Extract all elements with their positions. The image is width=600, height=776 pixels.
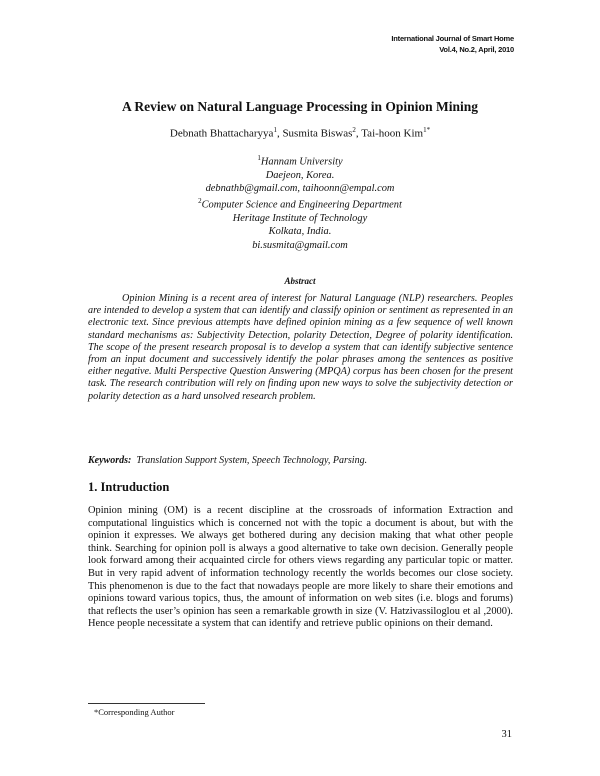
- author-affiliation-mark: 2: [352, 126, 356, 134]
- paper-title: A Review on Natural Language Processing in Opinion Mining: [121, 99, 479, 114]
- affiliation-1: [0, 152, 600, 196]
- affiliation-email: debnathb@gmail.com, taihoonn@empal.com: [205, 183, 395, 195]
- affiliation-email: bi.susmita@gmail.com: [252, 239, 348, 251]
- page-number: 31: [501, 729, 512, 740]
- affiliation-department: Computer Science and Engineering Department: [201, 199, 402, 211]
- journal-header: [391, 33, 514, 55]
- author-name: Tai-hoon Kim: [361, 127, 424, 140]
- abstract-heading: Abstract: [284, 276, 316, 286]
- author-affiliation-mark: 1: [273, 126, 277, 134]
- keywords-list: Translation Support System, Speech Technology, Parsing.: [136, 455, 368, 466]
- footnote: *Corresponding Author: [94, 707, 175, 717]
- section-heading: 1. Intruduction: [88, 480, 170, 494]
- author-list: Debnath Bhattacharyya$^1$, Susmita Biswas$^2$, Tai-hoon Kim$^{1*}$: [169, 126, 431, 140]
- author-name: Susmita Biswas: [282, 127, 353, 140]
- affiliation-city: Daejeon, Korea.: [265, 169, 335, 181]
- footnote-rule: [88, 703, 205, 704]
- affiliation-city: Kolkata, India.: [268, 226, 332, 238]
- section-body: Opinion mining (OM) is a recent discipline at the crossroads of information Extraction and computational linguistics which is concerned not with the topic a document is about, but with the opinion it expresses. We always get bothered during any decision making that what other people think. Searching for opinion poll is always a good alternative to take own decision. Generally people look forward among their acquainted circle for others views regarding any particular topic or matter. But in very rapid advent of information technology recently the worlds becomes our close society. This phenomenon is due to the fact that nowadays people are more likely to share their emotions and opinions toward various topics, thus, the amount of information on web sites (i.e. blogs and forums) that reflects the user’s opinion has seen a remarkable growth in size (V. Hatzivassiloglou et al ,2000). Hence people necessitate a system that can identify and retrieve public opinions on their demand.: [88, 505, 513, 630]
- journal-volume: Vol.4, No.2, April, 2010: [439, 45, 514, 54]
- affiliation-mark: 2: [198, 197, 202, 205]
- journal-name: International Journal of Smart Home: [391, 34, 514, 43]
- keywords-label: Keywords:: [88, 455, 132, 466]
- affiliation-institute: Heritage Institute of Technology: [232, 212, 368, 224]
- author-affiliation-mark: 1*: [423, 126, 431, 134]
- affiliation-2: [0, 195, 600, 252]
- keywords: [88, 455, 513, 466]
- author-name: Debnath Bhattacharyya: [169, 127, 274, 140]
- affiliation-mark: 1: [257, 154, 261, 162]
- affiliation-name: Hannam University: [260, 156, 343, 168]
- abstract-text: Opinion Mining is a recent area of interest for Natural Language (NLP) researchers. Peoples are intended to develop a system that can identify and classify opinion or sentiment as represented in an electronic text. Since previous attempts have defined opinion mining as a few sequence of well known standard mechanisms as: Subjectivity Detection, polarity Detection, Degree of polarity identification. The scope of the present research proposal is to develop a system that can identify subjective sentence from an input document and successively identify the polar phrases among the sentences as positive either negative. Multi Perspective Question Answering (MPQA) corpus has been chosen for the present task. The research contribution will rely on finding upon new ways to solve the subjectivity detection or polarity detection as a hard unsolved research problem.: [88, 293, 513, 402]
